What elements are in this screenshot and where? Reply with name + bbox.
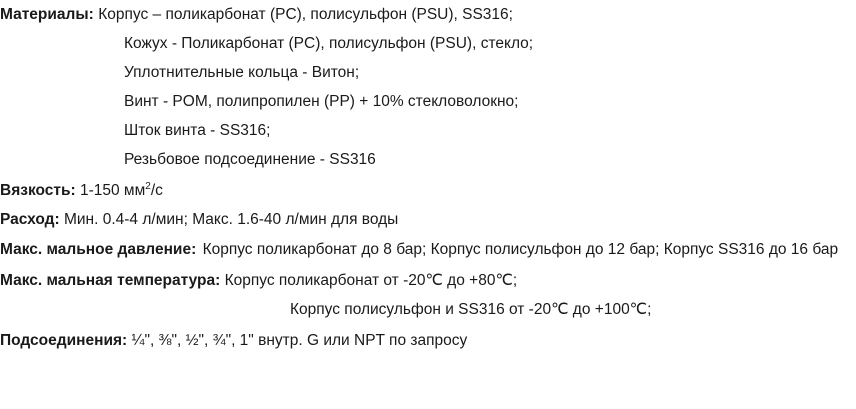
materials-value-3: Уплотнительные кольца - Витон; <box>124 64 360 81</box>
materials-value-6: Резьбовое подсоединение - SS316 <box>124 151 376 168</box>
pressure-value: Корпус поликарбонат до 8 бар; Корпус полисульфон до 12 бар; Корпус SS316 до 16 бар <box>202 241 839 258</box>
materials-line-5 <box>0 116 856 145</box>
temperature-row-continued <box>0 295 856 324</box>
flow-value: Мин. 0.4-4 л/мин; Макс. 1.6-40 л/мин для воды <box>63 211 399 228</box>
temperature-value-line-1: Корпус поликарбонат от -20℃ до +80℃; <box>224 272 518 289</box>
materials-value-4: Винт - POM, полипропилен (PP) + 10% стекловолокно; <box>124 93 519 110</box>
materials-value-2: Кожух - Поликарбонат (PC), полисульфон (PSU), стекло; <box>124 35 534 52</box>
connections-label: Подсоединения: <box>0 332 128 349</box>
viscosity-value <box>80 182 163 199</box>
connections-value: ¼", ⅜", ½", ¾", 1" внутр. G или NPT по запросу <box>131 332 468 349</box>
viscosity-label: Вязкость: <box>0 182 76 199</box>
materials-first-line <box>0 0 856 29</box>
materials-line-6 <box>0 145 856 174</box>
temperature-value-line-2: Корпус полисульфон и SS316 от -20℃ до +100℃; <box>290 301 652 318</box>
materials-value-5: Шток винта - SS316; <box>124 122 271 139</box>
materials-value-1: Корпус – поликарбонат (PC), полисульфон (PSU), SS316; <box>98 6 513 23</box>
pressure-label: Макс. мальное давление: <box>0 241 197 258</box>
flow-row <box>0 205 856 234</box>
temperature-label: Макс. мальная температура: <box>0 272 221 289</box>
temperature-row <box>0 266 856 295</box>
viscosity-value-suffix: /с <box>150 182 163 199</box>
materials-label: Материалы: <box>0 6 94 23</box>
viscosity-value-superscript: 2 <box>145 180 151 192</box>
viscosity-value-prefix: 1-150 мм <box>79 182 146 199</box>
connections-row <box>0 326 856 355</box>
materials-section <box>0 0 856 174</box>
materials-line-4 <box>0 87 856 116</box>
pressure-row <box>0 237 856 263</box>
viscosity-row <box>0 176 856 205</box>
materials-line-2 <box>0 29 856 58</box>
flow-label: Расход: <box>0 211 60 228</box>
materials-line-3 <box>0 58 856 87</box>
